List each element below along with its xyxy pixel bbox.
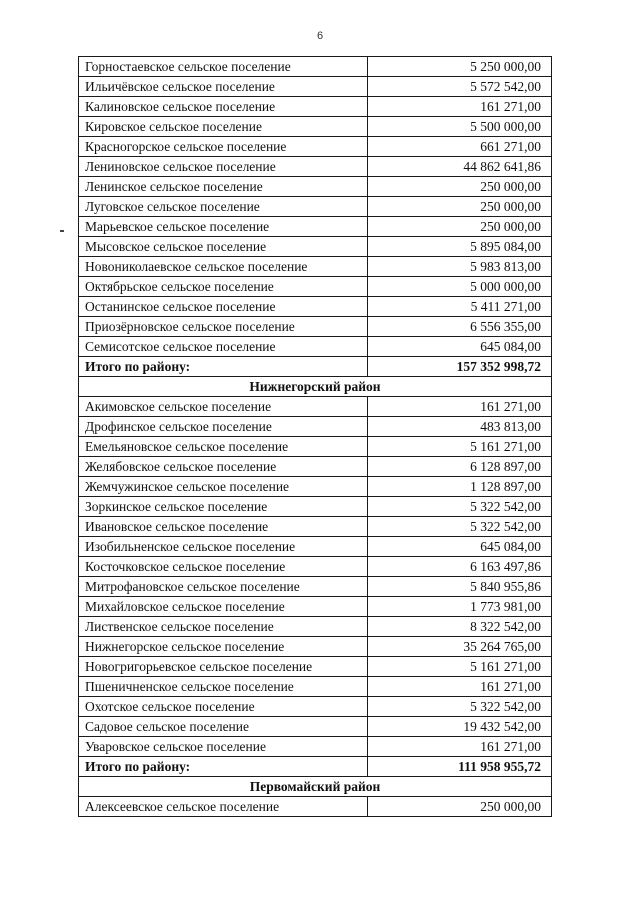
district-name: Нижнегорский район bbox=[79, 377, 552, 397]
settlement-name: Горностаевское сельское поселение bbox=[79, 57, 368, 77]
settlement-name: Жемчужинское сельское поселение bbox=[79, 477, 368, 497]
table-row bbox=[79, 97, 552, 117]
margin-mark bbox=[60, 230, 64, 232]
settlement-name: Митрофановское сельское поселение bbox=[79, 577, 368, 597]
table-row bbox=[79, 677, 552, 697]
settlement-name: Лениновское сельское поселение bbox=[79, 157, 368, 177]
table-row bbox=[79, 157, 552, 177]
table-row bbox=[79, 417, 552, 437]
settlement-amount: 5 411 271,00 bbox=[368, 297, 552, 317]
settlement-amount: 645 084,00 bbox=[368, 337, 552, 357]
table-row bbox=[79, 397, 552, 417]
table-row bbox=[79, 137, 552, 157]
settlement-name: Изобильненское сельское поселение bbox=[79, 537, 368, 557]
settlement-name: Ильичёвское сельское поселение bbox=[79, 77, 368, 97]
table-row bbox=[79, 197, 552, 217]
table-row bbox=[79, 577, 552, 597]
total-amount: 111 958 955,72 bbox=[368, 757, 552, 777]
table-row bbox=[79, 277, 552, 297]
settlement-name: Луговское сельское поселение bbox=[79, 197, 368, 217]
settlement-amount: 5 322 542,00 bbox=[368, 697, 552, 717]
table-body bbox=[79, 57, 552, 817]
settlement-name: Зоркинское сельское поселение bbox=[79, 497, 368, 517]
settlement-amount: 44 862 641,86 bbox=[368, 157, 552, 177]
settlement-name: Охотское сельское поселение bbox=[79, 697, 368, 717]
settlement-name: Нижнегорское сельское поселение bbox=[79, 637, 368, 657]
settlement-amount: 19 432 542,00 bbox=[368, 717, 552, 737]
settlement-name: Семисотское сельское поселение bbox=[79, 337, 368, 357]
table-row bbox=[79, 257, 552, 277]
settlement-amount: 6 128 897,00 bbox=[368, 457, 552, 477]
table-row bbox=[79, 597, 552, 617]
table-row bbox=[79, 57, 552, 77]
settlement-amount: 35 264 765,00 bbox=[368, 637, 552, 657]
settlement-amount: 250 000,00 bbox=[368, 177, 552, 197]
table-row bbox=[79, 497, 552, 517]
settlement-amount: 6 163 497,86 bbox=[368, 557, 552, 577]
settlement-amount: 5 840 955,86 bbox=[368, 577, 552, 597]
table-row bbox=[79, 217, 552, 237]
total-label: Итого по району: bbox=[79, 357, 368, 377]
settlement-amount: 5 161 271,00 bbox=[368, 657, 552, 677]
settlement-name: Уваровское сельское поселение bbox=[79, 737, 368, 757]
settlement-amount: 1 128 897,00 bbox=[368, 477, 552, 497]
table-row bbox=[79, 797, 552, 817]
table-row bbox=[79, 177, 552, 197]
settlement-funding-table bbox=[78, 56, 552, 817]
table-row bbox=[79, 117, 552, 137]
table-row bbox=[79, 477, 552, 497]
table-row bbox=[79, 457, 552, 477]
settlement-amount: 250 000,00 bbox=[368, 197, 552, 217]
settlement-name: Пшеничненское сельское поселение bbox=[79, 677, 368, 697]
total-label: Итого по району: bbox=[79, 757, 368, 777]
settlement-amount: 6 556 355,00 bbox=[368, 317, 552, 337]
table-row bbox=[79, 237, 552, 257]
settlement-name: Октябрьское сельское поселение bbox=[79, 277, 368, 297]
settlement-amount: 5 322 542,00 bbox=[368, 517, 552, 537]
settlement-name: Кировское сельское поселение bbox=[79, 117, 368, 137]
table-row bbox=[79, 737, 552, 757]
district-header-row bbox=[79, 777, 552, 797]
district-header-row bbox=[79, 377, 552, 397]
settlement-name: Приозёрновское сельское поселение bbox=[79, 317, 368, 337]
district-total-row bbox=[79, 757, 552, 777]
settlement-name: Мысовское сельское поселение bbox=[79, 237, 368, 257]
table-row bbox=[79, 77, 552, 97]
table-row bbox=[79, 557, 552, 577]
settlement-amount: 161 271,00 bbox=[368, 677, 552, 697]
settlement-amount: 161 271,00 bbox=[368, 397, 552, 417]
table-row bbox=[79, 637, 552, 657]
settlement-amount: 250 000,00 bbox=[368, 797, 552, 817]
table-row bbox=[79, 617, 552, 637]
settlement-amount: 5 500 000,00 bbox=[368, 117, 552, 137]
settlement-name: Новогригорьевское сельское поселение bbox=[79, 657, 368, 677]
table-row bbox=[79, 297, 552, 317]
district-total-row bbox=[79, 357, 552, 377]
settlement-amount: 1 773 981,00 bbox=[368, 597, 552, 617]
settlement-amount: 645 084,00 bbox=[368, 537, 552, 557]
settlement-amount: 5 572 542,00 bbox=[368, 77, 552, 97]
table-row bbox=[79, 317, 552, 337]
settlement-name: Калиновское сельское поселение bbox=[79, 97, 368, 117]
settlement-amount: 5 161 271,00 bbox=[368, 437, 552, 457]
table-row bbox=[79, 537, 552, 557]
settlement-name: Желябовское сельское поселение bbox=[79, 457, 368, 477]
district-name: Первомайский район bbox=[79, 777, 552, 797]
settlement-name: Михайловское сельское поселение bbox=[79, 597, 368, 617]
table-row bbox=[79, 697, 552, 717]
settlement-name: Дрофинское сельское поселение bbox=[79, 417, 368, 437]
settlement-name: Алексеевское сельское поселение bbox=[79, 797, 368, 817]
settlement-name: Новониколаевское сельское поселение bbox=[79, 257, 368, 277]
settlement-amount: 161 271,00 bbox=[368, 97, 552, 117]
total-amount: 157 352 998,72 bbox=[368, 357, 552, 377]
settlement-amount: 5 983 813,00 bbox=[368, 257, 552, 277]
settlement-name: Ленинское сельское поселение bbox=[79, 177, 368, 197]
settlement-name: Косточковское сельское поселение bbox=[79, 557, 368, 577]
settlement-name: Акимовское сельское поселение bbox=[79, 397, 368, 417]
settlement-amount: 5 895 084,00 bbox=[368, 237, 552, 257]
settlement-name: Лиственское сельское поселение bbox=[79, 617, 368, 637]
table-row bbox=[79, 517, 552, 537]
page-number: 6 bbox=[316, 30, 324, 42]
settlement-amount: 161 271,00 bbox=[368, 737, 552, 757]
settlement-amount: 5 250 000,00 bbox=[368, 57, 552, 77]
table-row bbox=[79, 657, 552, 677]
settlement-amount: 5 322 542,00 bbox=[368, 497, 552, 517]
settlement-amount: 5 000 000,00 bbox=[368, 277, 552, 297]
settlement-amount: 483 813,00 bbox=[368, 417, 552, 437]
settlement-name: Ивановское сельское поселение bbox=[79, 517, 368, 537]
table-row bbox=[79, 437, 552, 457]
table-row bbox=[79, 717, 552, 737]
settlement-name: Марьевское сельское поселение bbox=[79, 217, 368, 237]
settlement-name: Садовое сельское поселение bbox=[79, 717, 368, 737]
settlement-name: Останинское сельское поселение bbox=[79, 297, 368, 317]
settlement-amount: 661 271,00 bbox=[368, 137, 552, 157]
settlement-name: Красногорское сельское поселение bbox=[79, 137, 368, 157]
settlement-amount: 8 322 542,00 bbox=[368, 617, 552, 637]
settlement-amount: 250 000,00 bbox=[368, 217, 552, 237]
table-row bbox=[79, 337, 552, 357]
settlement-name: Емельяновское сельское поселение bbox=[79, 437, 368, 457]
